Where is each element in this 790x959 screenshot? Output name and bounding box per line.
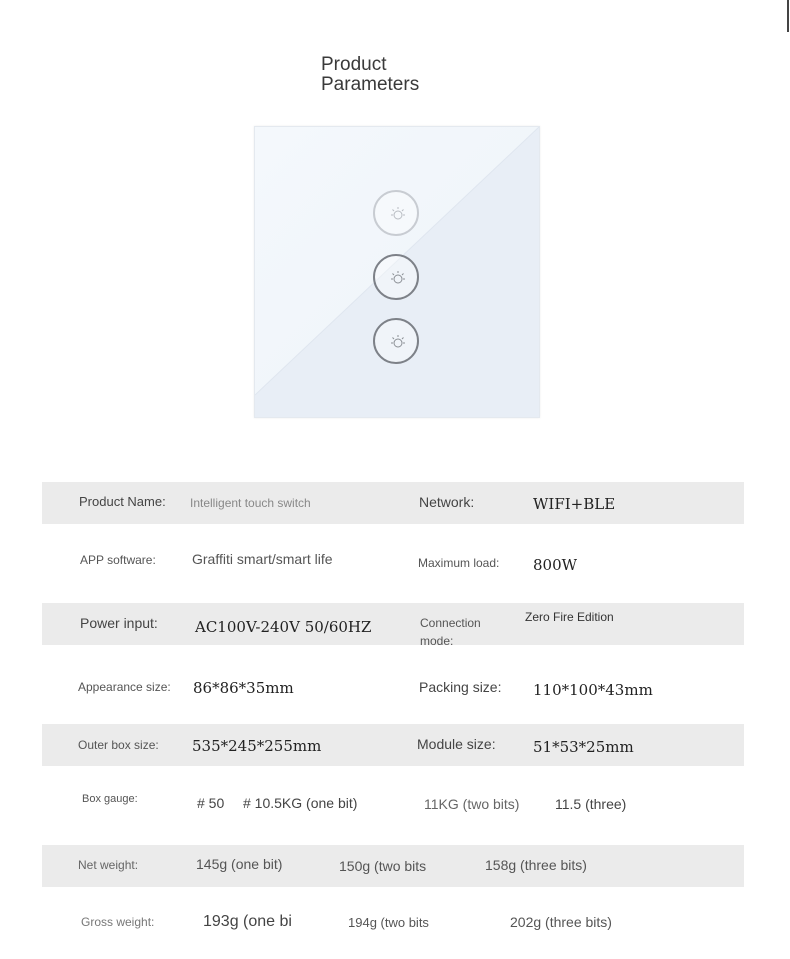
edge-mark	[787, 0, 789, 32]
app-software-label: APP software:	[80, 553, 156, 567]
power-input-value: AC100V-240V 50/60HZ	[195, 618, 372, 636]
page-title	[321, 55, 419, 95]
touch-button-1	[373, 190, 419, 236]
connection-mode-label-line2: mode:	[420, 634, 454, 648]
gross-weight-value-3: 202g (three bits)	[510, 914, 612, 930]
connection-mode-label-line1: Connection	[420, 616, 481, 630]
bulb-icon	[388, 269, 408, 289]
connection-mode-label	[420, 614, 481, 650]
packing-size-value: 110*100*43mm	[533, 681, 653, 699]
net-weight-value-3: 158g (three bits)	[485, 857, 587, 873]
net-weight-label: Net weight:	[78, 858, 139, 872]
gross-weight-value-1: 193g (one bi	[203, 913, 292, 930]
product-name-label: Product Name:	[79, 494, 166, 509]
network-value: WIFI+BLE	[533, 495, 616, 513]
box-gauge-value-2: # 10.5KG (one bit)	[243, 795, 358, 811]
power-input-label: Power input:	[80, 615, 158, 631]
maximum-load-value: 800W	[533, 556, 578, 574]
box-gauge-value-4: 11.5 (three)	[555, 796, 627, 812]
page-title-line2: Parameters	[321, 74, 420, 95]
module-size-label: Module size:	[417, 736, 496, 752]
maximum-load-label: Maximum load:	[418, 556, 500, 570]
outer-box-size-value: 535*245*255mm	[192, 737, 322, 755]
packing-size-label: Packing size:	[419, 679, 502, 695]
gross-weight-value-2: 194g (two bits	[348, 915, 429, 930]
box-gauge-value-1: # 50	[197, 795, 225, 811]
touch-button-2	[373, 254, 419, 300]
outer-box-size-label: Outer box size:	[78, 738, 159, 752]
bulb-icon	[388, 205, 408, 225]
touch-button-3	[373, 318, 419, 364]
connection-mode-value: Zero Fire Edition	[525, 610, 614, 624]
net-weight-value-2: 150g (two bits	[339, 858, 427, 874]
appearance-size-value: 86*86*35mm	[193, 679, 294, 697]
page-title-line1: Product	[321, 54, 387, 75]
gross-weight-label: Gross weight:	[81, 915, 155, 929]
bulb-icon	[388, 333, 408, 353]
box-gauge-label: Box gauge:	[82, 793, 138, 805]
net-weight-value-1: 145g (one bit)	[196, 856, 283, 872]
app-software-value: Graffiti smart/smart life	[192, 551, 333, 567]
switch-product-image	[254, 126, 540, 418]
product-name-value: Intelligent touch switch	[190, 496, 311, 510]
appearance-size-label: Appearance size:	[78, 680, 171, 694]
module-size-value: 51*53*25mm	[533, 738, 634, 756]
network-label: Network:	[419, 494, 475, 510]
box-gauge-value-3: 11KG (two bits)	[424, 796, 520, 812]
